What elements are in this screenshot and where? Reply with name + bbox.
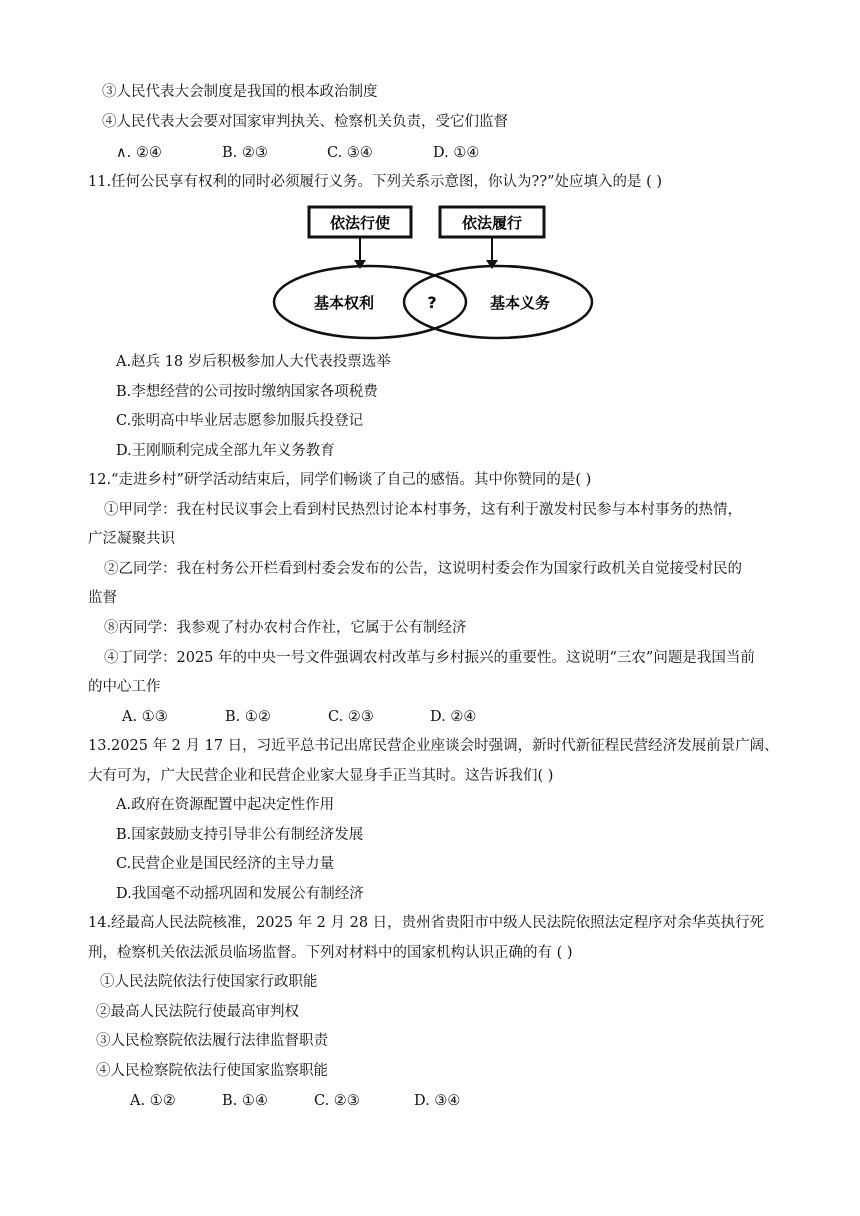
q12-stem: 12.“走进乡村”研学活动结束后，同学们畅谈了自己的感悟。其中你赞同的是( ) <box>88 472 592 488</box>
q12-statement-2-line2: 监督 <box>88 590 117 606</box>
ellipse-basic-duties-label: 基本义务 <box>489 294 551 312</box>
q10-option-a: ∧. ②④ <box>116 145 162 161</box>
q10-statement-3: ③人民代表大会制度是我国的根本政治制度 <box>102 84 378 100</box>
q13-stem-line1: 13.2025 年 2 月 17 日，习近平总书记出席民营企业座谈会时强调，新时代新征程民营经济发展前景广阔、 <box>88 738 779 754</box>
q11-stem: 11.任何公民享有权利的同时必须履行义务。下列关系示意图，你认为??”处应填入的是 ( ) <box>88 174 663 190</box>
q12-statement-3: ⑧丙同学：我参观了村办农村合作社，它属于公有制经济 <box>104 620 467 636</box>
q11-option-a: A.赵兵 18 岁后积极参加人大代表投票选举 <box>116 354 391 370</box>
q13-option-b: B.国家鼓励支持引导非公有制经济发展 <box>116 827 364 843</box>
q10-statement-4: ④人民代表大会要对国家审判执关、检察机关负责，受它们监督 <box>102 114 508 130</box>
ellipse-basic-rights-label: 基本权利 <box>313 294 375 312</box>
q13-option-a: A.政府在资源配置中起决定性作用 <box>116 797 335 813</box>
q14-option-a: A. ①② <box>130 1093 176 1109</box>
overlap-question-mark: ? <box>427 293 437 312</box>
q10-options <box>116 143 479 163</box>
arrow-right-head <box>486 260 498 269</box>
q13-option-d: D.我国毫不动摇巩固和发展公有制经济 <box>116 886 364 902</box>
arrow-left-head <box>354 260 366 269</box>
q12-option-d: D. ②④ <box>430 709 477 725</box>
q14-option-c: C. ②③ <box>314 1093 360 1109</box>
q14-options <box>130 1091 460 1111</box>
q14-stem-line2: 刑，检察机关依法派员临场监督。下列对材料中的国家机构认识正确的有 ( ) <box>88 945 573 961</box>
rights-duties-diagram <box>268 198 596 344</box>
q14-statement-2: ②最高人民法院行使最高审判权 <box>96 1004 299 1020</box>
q12-statement-2-line1: ②乙同学：我在村务公开栏看到村委会发布的公告，这说明村委会作为国家行政机关自觉接受村民的 <box>104 561 742 577</box>
q14-statement-3: ③人民检察院依法履行法律监督职责 <box>96 1033 328 1049</box>
q14-stem-line1: 14.经最高人民法院核准，2025 年 2 月 28 日，贵州省贵阳市中级人民法院依照法定程序对余华英执行死 <box>88 915 765 931</box>
q10-option-c: C. ③④ <box>327 145 373 161</box>
box-exercise-lawfully-label: 依法行使 <box>329 214 391 232</box>
q14-option-d: D. ③④ <box>414 1093 461 1109</box>
q14-option-b: B. ①④ <box>222 1093 268 1109</box>
q11-option-c: C.张明高中毕业居志愿参加服兵投登记 <box>116 413 364 429</box>
q12-statement-1-line2: 广泛凝聚共识 <box>88 531 175 547</box>
q13-option-c: C.民营企业是国民经济的主导力量 <box>116 856 335 872</box>
q14-statement-4: ④人民检察院依法行使国家监察职能 <box>96 1063 328 1079</box>
q14-statement-1: ①人民法院依法行使国家行政职能 <box>100 974 318 990</box>
q12-statement-1-line1: ①甲同学：我在村民议事会上看到村民热烈讨论本村事务，这有利于激发村民参与本村事务的热情， <box>104 502 742 518</box>
q10-option-b: B. ②③ <box>222 145 268 161</box>
q12-options <box>122 707 476 727</box>
q13-stem-line2: 大有可为，广大民营企业和民营企业家大显身手正当其时。这告诉我们( ) <box>88 768 554 784</box>
q12-option-b: B. ①② <box>225 709 271 725</box>
q12-statement-4-line2: 的中心工作 <box>88 679 161 695</box>
q12-statement-4-line1: ④丁同学：2025 年的中央一号文件强调农村改革与乡村振兴的重要性。这说明“三农”问题是我国当前 <box>104 650 755 666</box>
q11-option-d: D.王刚顺利完成全部九年义务教育 <box>116 443 335 459</box>
q12-option-a: A. ①③ <box>122 709 168 725</box>
q10-option-d: D. ①④ <box>433 145 480 161</box>
q11-option-b: B.李想经营的公司按时缴纳国家各项税费 <box>116 384 378 400</box>
q12-option-c: C. ②③ <box>328 709 374 725</box>
box-perform-lawfully-label: 依法履行 <box>461 214 523 232</box>
